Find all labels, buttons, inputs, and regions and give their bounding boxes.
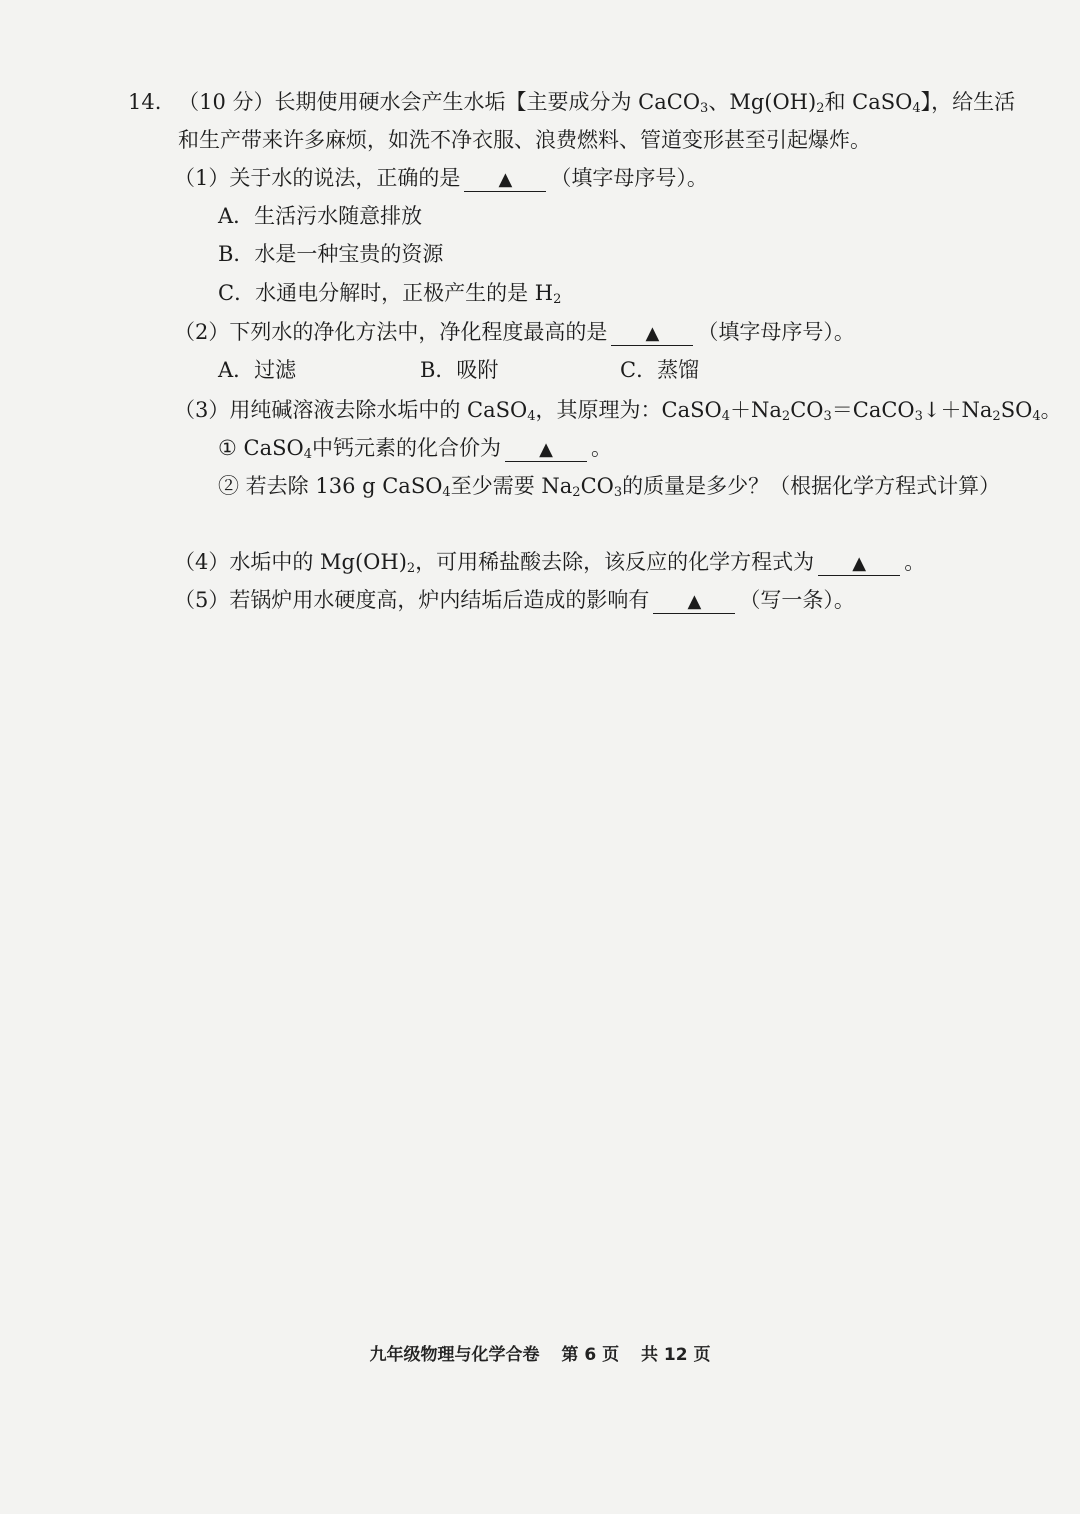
q1-stem: （1）关于水的说法，正确的是 ▲ （填字母序号）。 — [174, 166, 708, 190]
answer-blank-q1[interactable] — [464, 167, 546, 192]
q2-option-c: C．蒸馏 — [620, 358, 700, 382]
q2-option-b: B．吸附 — [420, 358, 499, 382]
question-score: （10 分） — [178, 90, 275, 114]
q1-option-a: A．生活污水随意排放 — [218, 204, 423, 228]
answer-blank-q5[interactable] — [653, 589, 735, 614]
q5-stem: （5）若锅炉用水硬度高，炉内结垢后造成的影响有 ▲ （写一条）。 — [174, 588, 855, 612]
q2-stem: （2）下列水的净化方法中，净化程度最高的是 ▲ （填字母序号）。 — [174, 320, 855, 344]
q3-stem: （3）用纯碱溶液去除水垢中的 CaSO$_4$，其原理为：$CaSO_4+Na_2CO_3=CaCO_3↓+Na_2SO_4$。 — [174, 398, 1062, 424]
q2-option-a: A．过滤 — [218, 358, 297, 382]
triangle-icon: ▲ — [687, 591, 702, 612]
q1-option-c: C．水通电分解时，正极产生的是 $H_2$ — [218, 281, 562, 307]
footer-total-pages: 共 12 页 — [641, 1345, 711, 1365]
footer-page-number: 第 6 页 — [561, 1345, 620, 1365]
triangle-icon: ▲ — [852, 553, 867, 574]
question-intro-line2: 和生产带来许多麻烦，如洗不净衣服、浪费燃料、管道变形甚至引起爆炸。 — [178, 128, 871, 152]
triangle-icon: ▲ — [539, 439, 553, 460]
answer-blank-q4[interactable] — [818, 551, 900, 576]
question-intro-text: 长期使用硬水会产生水垢【主要成分为 CaCO$_3$、$Mg(OH)_2$和 CaSO$_4$】，给生活 — [274, 90, 1016, 116]
q3-subquestion-1: ① CaSO$_4$中钙元素的化合价为 ▲ 。 — [218, 436, 612, 462]
triangle-icon: ▲ — [645, 323, 660, 344]
q1-option-b: B．水是一种宝贵的资源 — [218, 242, 444, 266]
q4-stem: （4）水垢中的 $Mg(OH)_2$，可用稀盐酸去除，该反应的化学方程式为 ▲ 。 — [174, 550, 926, 576]
question-number: 14. — [128, 90, 162, 114]
answer-blank-q2[interactable] — [611, 321, 693, 346]
page-footer — [0, 1340, 1080, 1365]
question-14-header — [128, 88, 1015, 116]
q3-subquestion-2: ② 若去除 136 g CaSO$_4$至少需要 $Na_2CO_3$的质量是多少？（根据化学方程式计算） — [218, 474, 1001, 500]
footer-title: 九年级物理与化学合卷 — [369, 1345, 540, 1365]
answer-blank-q3-1[interactable] — [505, 437, 587, 462]
triangle-icon: ▲ — [498, 169, 513, 190]
